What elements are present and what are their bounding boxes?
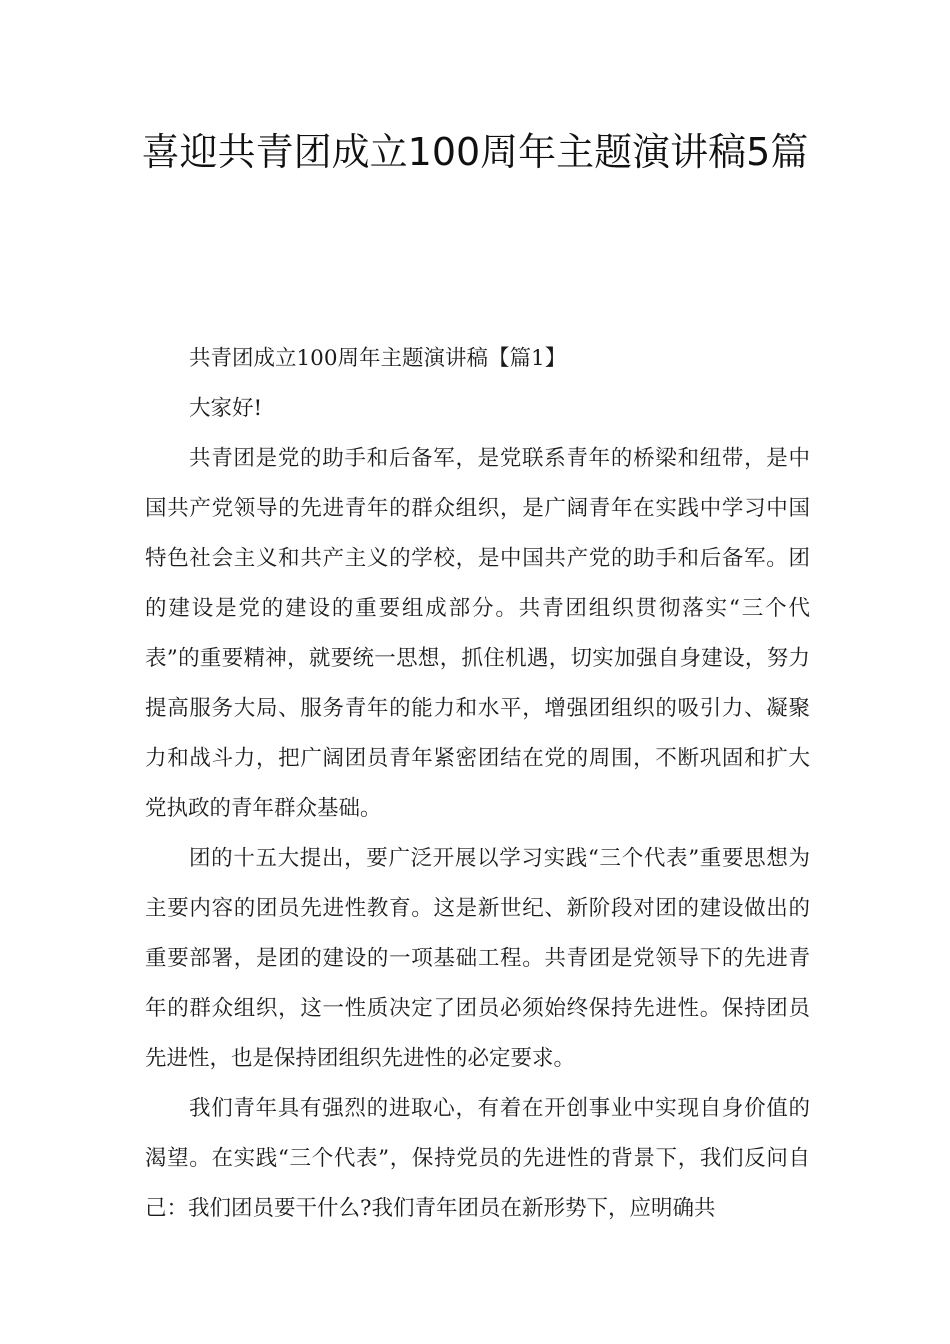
paragraph-2: 团的十五大提出，要广泛开展以学习实践“三个代表”重要思想为主要内容的团员先进性教育。这是新世纪、新阶段对团的建设做出的重要部署，是团的建设的一项基础工程。共青团是党领导下的先进青年的群众组织，这一性质决定了团员必须始终保持先进性。保持团员先进性，也是保持团组织先进性的必定要求。 — [145, 846, 810, 1071]
paragraph-3: 我们青年具有强烈的进取心，有着在开创事业中实现自身价值的渴望。在实践“三个代表”，保持党员的先进性的背景下，我们反问自己：我们团员要干什么?我们青年团员在新形势下，应明确共 — [145, 1096, 810, 1221]
document-title: 喜迎共青团成立100周年主题演讲稿5篇 — [141, 130, 809, 174]
paragraph-1: 共青团是党的助手和后备军，是党联系青年的桥梁和纽带，是中国共产党领导的先进青年的群众组织，是广阔青年在实践中学习中国特色社会主义和共产主义的学校，是中国共产党的助手和后备军。团的建设是党的建设的重要组成部分。共青团组织贯彻落实“三个代表”的重要精神，就要统一思想，抓住机遇，切实加强自身建设，努力提高服务大局、服务青年的能力和水平，增强团组织的吸引力、凝聚力和战斗力，把广阔团员青年紧密团结在党的周围，不断巩固和扩大党执政的青年群众基础。 — [145, 446, 810, 821]
document-body — [145, 334, 810, 1234]
greeting: 大家好! — [189, 396, 263, 421]
section-heading: 共青团成立100周年主题演讲稿【篇1】 — [189, 346, 567, 371]
